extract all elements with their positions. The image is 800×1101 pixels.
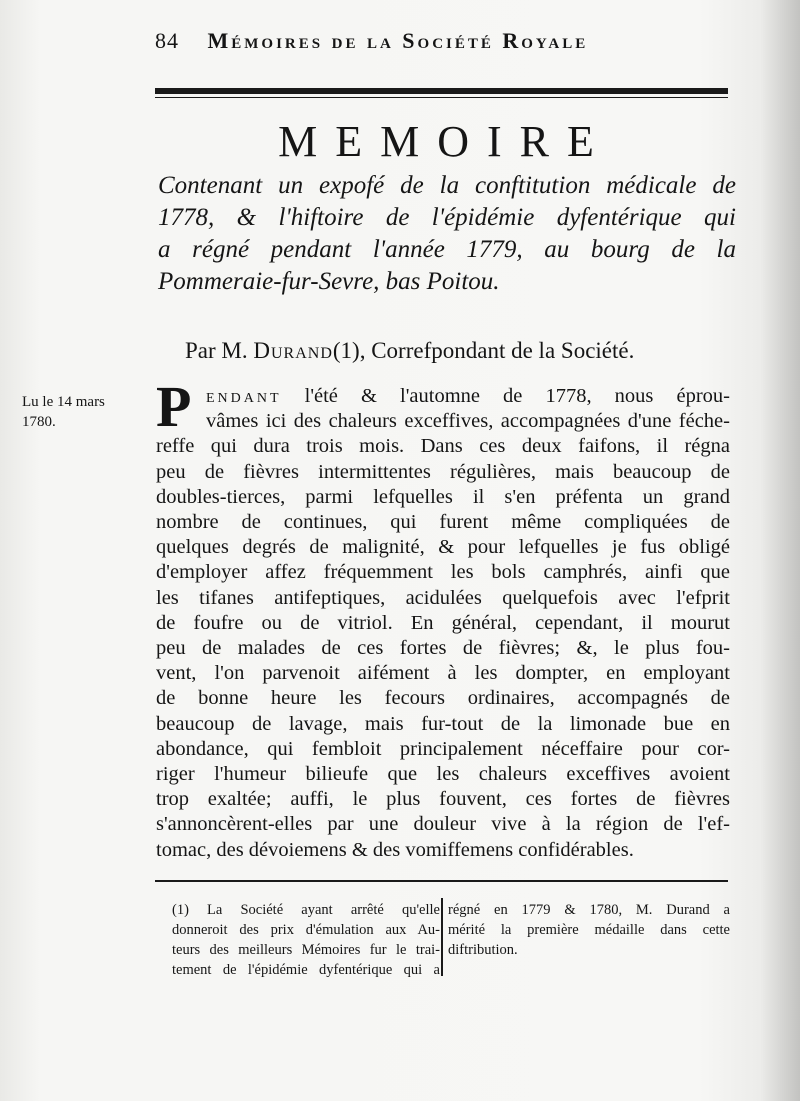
footnote-line: diftribution. xyxy=(448,942,518,958)
memoir-subtitle xyxy=(158,170,736,298)
subtitle-line: Contenant un expofé de la conftitution médicale de xyxy=(158,172,736,199)
body-line: tomac, des dévoiemens & des vomiffemens confidérables. xyxy=(156,838,634,861)
body-line: riger l'humeur bilieufe que les chaleurs exceffives avoient xyxy=(156,763,730,786)
body-line: reffe qui dura trois mois. Dans ces deux faifons, il régna xyxy=(156,435,730,458)
body-line: les tifanes antifeptiques, acidulées quelquefois avec l'efprit xyxy=(156,586,730,609)
drop-cap: P xyxy=(156,374,192,439)
footnote-rule xyxy=(155,880,728,882)
header-rule-thick xyxy=(155,88,728,94)
author-prefix: Par M. xyxy=(185,338,248,363)
footnote-column-divider xyxy=(441,898,443,976)
footnote-line: (1) La Société ayant arrêté qu'elle xyxy=(172,902,440,918)
body-line-text: l'été & l'automne de 1778, nous éprou- xyxy=(304,385,730,407)
margin-note-line: Lu le 14 mars xyxy=(22,394,105,410)
footnote-line: donneroit des prix d'émulation aux Au- xyxy=(172,922,440,938)
footnote-line: teurs des meilleurs Mémoires fur le trai- xyxy=(172,942,440,958)
body-text xyxy=(156,384,730,863)
footnote-right-column xyxy=(448,900,730,960)
body-line: trop exaltée; auffi, le plus fouvent, ces fortes de fièvres xyxy=(156,788,730,811)
footnote-line: tement de l'épidémie dyfentérique qui a xyxy=(172,962,440,978)
author-line xyxy=(185,338,715,364)
footnote-left-column xyxy=(172,900,440,980)
header-rule-thin xyxy=(155,97,728,98)
body-line: quelques degrés de malignité, & pour lefquelles je fus obligé xyxy=(156,536,730,559)
author-suffix: , Correfpondant de la Société. xyxy=(359,338,635,363)
running-head xyxy=(155,28,715,54)
footnote-line: mérité la première médaille dans cette xyxy=(448,922,730,938)
body-line: d'employer affez fréquemment les bols camphrés, ainfi que xyxy=(156,561,730,584)
margin-note xyxy=(22,392,150,432)
body-line: de bonne heure les fecours ordinaires, accompagnés de xyxy=(156,687,730,710)
page-edge-shadow xyxy=(760,0,800,1101)
body-line: peu de malades de ces fortes de fièvres; &, le plus fou- xyxy=(156,637,730,660)
subtitle-line: 1778, & l'hiftoire de l'épidémie dyfentérique qui xyxy=(158,204,736,231)
margin-note-line: 1780. xyxy=(22,414,56,430)
footnote-reference: (1) xyxy=(332,338,360,363)
body-line: doubles-tierces, parmi lefquelles il s'en préfenta un grand xyxy=(156,485,730,508)
footnote-line: régné en 1779 & 1780, M. Durand a xyxy=(448,902,730,918)
subtitle-line: a régné pendant l'année 1779, au bourg de la xyxy=(158,236,736,263)
body-line: abondance, qui fembloit principalement néceffaire pour cor- xyxy=(156,737,730,760)
page-number: 84 xyxy=(155,28,179,53)
body-line: vâmes ici des chaleurs exceffives, accompagnées d'une féche- xyxy=(206,410,730,433)
body-line: s'annoncèrent-elles par une douleur vive à la région de l'ef- xyxy=(156,813,730,836)
running-title: Mémoires de la Société Royale xyxy=(207,28,589,53)
memoir-heading: MEMOIRE xyxy=(278,117,612,166)
body-line: nombre de continues, qui furent même compliquées de xyxy=(156,511,730,534)
author-name: Durand xyxy=(253,338,333,363)
body-line: vent, l'on parvenoit aifément à les dompter, en employant xyxy=(156,662,730,685)
body-line xyxy=(156,384,730,409)
first-word: endant xyxy=(206,385,282,407)
body-line: de foufre ou de vitriol. En général, cependant, il mourut xyxy=(156,611,730,634)
body-line: peu de fièvres intermittentes régulières, mais beaucoup de xyxy=(156,460,730,483)
subtitle-line: Pommeraie-fur-Sevre, bas Poitou. xyxy=(158,268,500,295)
body-line: beaucoup de lavage, mais fur-tout de la limonade bue en xyxy=(156,712,730,735)
